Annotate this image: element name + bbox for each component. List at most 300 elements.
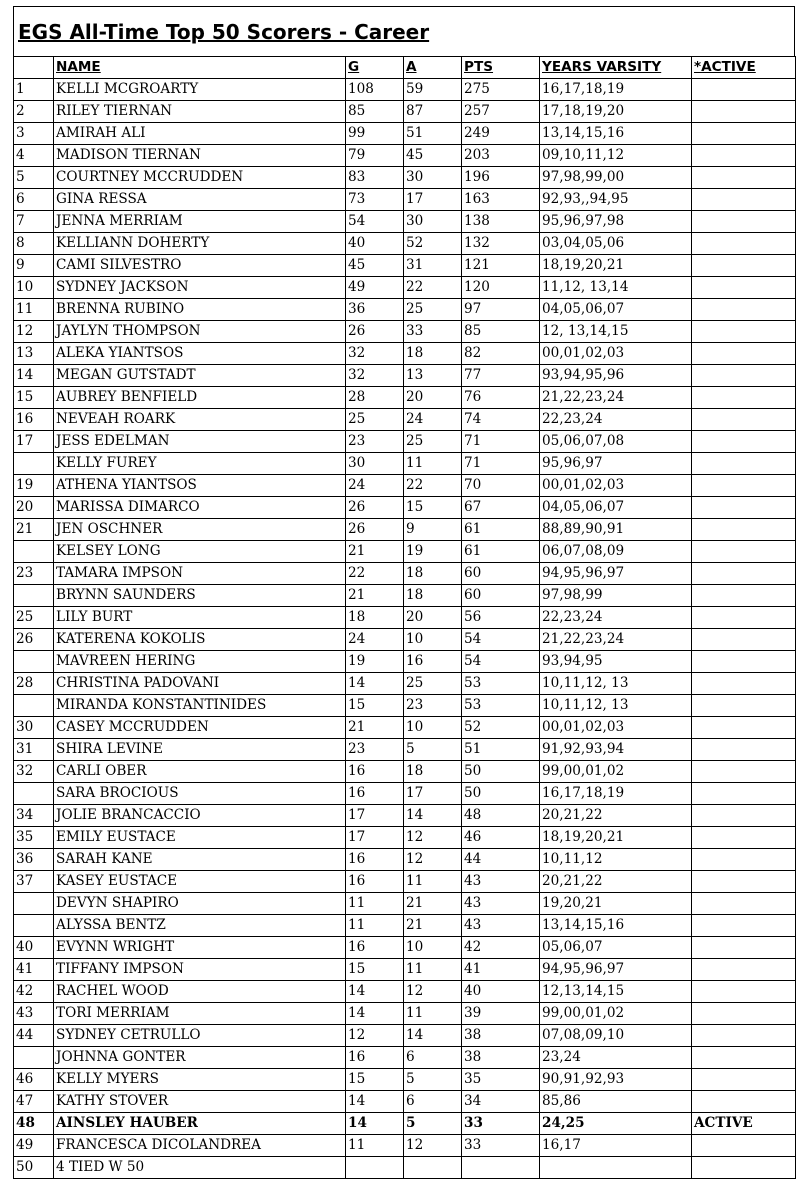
active-cell — [692, 79, 796, 101]
table-row — [14, 1069, 796, 1091]
points-cell: 34 — [462, 1091, 540, 1113]
points-cell: 138 — [462, 211, 540, 233]
points-cell: 61 — [462, 541, 540, 563]
title-cell — [13, 6, 795, 56]
assists-cell: 11 — [404, 453, 462, 475]
points-cell: 53 — [462, 695, 540, 717]
points-cell: 56 — [462, 607, 540, 629]
points-cell: 38 — [462, 1047, 540, 1069]
years-cell: 17,18,19,20 — [540, 101, 692, 123]
table-row — [14, 1003, 796, 1025]
years-cell: 94,95,96,97 — [540, 563, 692, 585]
rank-cell: 25 — [14, 607, 54, 629]
name-cell: AMIRAH ALI — [54, 123, 346, 145]
assists-cell: 10 — [404, 937, 462, 959]
rank-cell: 11 — [14, 299, 54, 321]
points-cell: 60 — [462, 563, 540, 585]
table-row — [14, 959, 796, 981]
points-cell: 163 — [462, 189, 540, 211]
table-row — [14, 189, 796, 211]
rank-cell: 26 — [14, 629, 54, 651]
assists-cell: 31 — [404, 255, 462, 277]
assists-cell — [404, 1157, 462, 1179]
years-cell: 85,86 — [540, 1091, 692, 1113]
active-cell — [692, 343, 796, 365]
goals-cell: 16 — [346, 761, 404, 783]
active-cell — [692, 211, 796, 233]
table-row — [14, 893, 796, 915]
goals-cell: 17 — [346, 827, 404, 849]
active-header: *ACTIVE — [692, 57, 796, 79]
name-cell: EVYNN WRIGHT — [54, 937, 346, 959]
name-cell: JENNA MERRIAM — [54, 211, 346, 233]
years-cell: 03,04,05,06 — [540, 233, 692, 255]
table-row — [14, 585, 796, 607]
name-cell: JOHNNA GONTER — [54, 1047, 346, 1069]
points-cell: 41 — [462, 959, 540, 981]
points-cell: 42 — [462, 937, 540, 959]
goals-cell: 11 — [346, 915, 404, 937]
goals-cell: 23 — [346, 431, 404, 453]
assists-cell: 6 — [404, 1091, 462, 1113]
table-row — [14, 145, 796, 167]
years-cell: 12,13,14,15 — [540, 981, 692, 1003]
assists-cell: 22 — [404, 475, 462, 497]
years-cell: 16,17,18,19 — [540, 783, 692, 805]
assists-cell: 51 — [404, 123, 462, 145]
active-cell — [692, 453, 796, 475]
goals-cell: 16 — [346, 783, 404, 805]
active-cell — [692, 937, 796, 959]
active-cell — [692, 387, 796, 409]
assists-cell: 33 — [404, 321, 462, 343]
years-cell: 05,06,07,08 — [540, 431, 692, 453]
goals-cell: 85 — [346, 101, 404, 123]
sheet-title: EGS All-Time Top 50 Scorers - Career — [18, 19, 430, 44]
name-cell: KATERENA KOKOLIS — [54, 629, 346, 651]
rank-cell: 8 — [14, 233, 54, 255]
years-cell: 88,89,90,91 — [540, 519, 692, 541]
goals-cell: 11 — [346, 1135, 404, 1157]
name-cell: TORI MERRIAM — [54, 1003, 346, 1025]
assists-cell: 16 — [404, 651, 462, 673]
table-row — [14, 871, 796, 893]
name-cell: LILY BURT — [54, 607, 346, 629]
goals-cell: 12 — [346, 1025, 404, 1047]
table-row — [14, 211, 796, 233]
years-cell: 22,23,24 — [540, 409, 692, 431]
active-cell — [692, 981, 796, 1003]
rank-cell: 10 — [14, 277, 54, 299]
name-cell: AUBREY BENFIELD — [54, 387, 346, 409]
goals-cell: 21 — [346, 541, 404, 563]
points-cell: 33 — [462, 1135, 540, 1157]
rank-cell: 31 — [14, 739, 54, 761]
goals-cell: 16 — [346, 871, 404, 893]
points-cell: 48 — [462, 805, 540, 827]
rank-cell — [14, 893, 54, 915]
name-cell: ALYSSA BENTZ — [54, 915, 346, 937]
name-cell: KELLIANN DOHERTY — [54, 233, 346, 255]
years-cell: 10,11,12, 13 — [540, 673, 692, 695]
assists-cell: 20 — [404, 387, 462, 409]
years-cell: 97,98,99,00 — [540, 167, 692, 189]
table-row — [14, 783, 796, 805]
table-row — [14, 761, 796, 783]
active-cell — [692, 717, 796, 739]
name-cell: KELLY MYERS — [54, 1069, 346, 1091]
years-cell: 95,96,97 — [540, 453, 692, 475]
active-cell — [692, 365, 796, 387]
active-cell — [692, 1091, 796, 1113]
goals-cell: 17 — [346, 805, 404, 827]
years-cell: 04,05,06,07 — [540, 497, 692, 519]
goals-cell: 99 — [346, 123, 404, 145]
name-cell: SHIRA LEVINE — [54, 739, 346, 761]
table-row — [14, 651, 796, 673]
table-row — [14, 673, 796, 695]
table-row — [14, 915, 796, 937]
points-cell: 50 — [462, 761, 540, 783]
points-cell: 249 — [462, 123, 540, 145]
active-cell — [692, 541, 796, 563]
rank-cell: 1 — [14, 79, 54, 101]
active-cell — [692, 585, 796, 607]
assists-cell: 87 — [404, 101, 462, 123]
active-cell — [692, 849, 796, 871]
years-cell: 04,05,06,07 — [540, 299, 692, 321]
points-cell: 40 — [462, 981, 540, 1003]
active-cell — [692, 475, 796, 497]
rank-cell — [14, 1047, 54, 1069]
goals-cell — [346, 1157, 404, 1179]
years-cell: 07,08,09,10 — [540, 1025, 692, 1047]
rank-cell: 34 — [14, 805, 54, 827]
scorers-table — [13, 56, 796, 1179]
table-row — [14, 607, 796, 629]
table-row — [14, 101, 796, 123]
goals-cell: 83 — [346, 167, 404, 189]
table-row — [14, 563, 796, 585]
goals-cell: 14 — [346, 1091, 404, 1113]
assists-cell: 12 — [404, 827, 462, 849]
assists-cell: 18 — [404, 563, 462, 585]
points-cell: 50 — [462, 783, 540, 805]
points-cell: 53 — [462, 673, 540, 695]
years-cell: 16,17 — [540, 1135, 692, 1157]
name-cell: CARLI OBER — [54, 761, 346, 783]
name-cell: CHRISTINA PADOVANI — [54, 673, 346, 695]
name-cell: EMILY EUSTACE — [54, 827, 346, 849]
years-cell: 21,22,23,24 — [540, 387, 692, 409]
rank-cell: 50 — [14, 1157, 54, 1179]
name-cell: MAVREEN HERING — [54, 651, 346, 673]
goals-cell: 24 — [346, 475, 404, 497]
table-row — [14, 1135, 796, 1157]
name-cell: MADISON TIERNAN — [54, 145, 346, 167]
assists-cell: 21 — [404, 915, 462, 937]
goals-cell: 14 — [346, 981, 404, 1003]
table-row — [14, 431, 796, 453]
rank-cell: 42 — [14, 981, 54, 1003]
goals-cell: 14 — [346, 1113, 404, 1135]
name-cell: BRENNA RUBINO — [54, 299, 346, 321]
points-cell: 85 — [462, 321, 540, 343]
active-cell — [692, 101, 796, 123]
points-cell: 46 — [462, 827, 540, 849]
table-row — [14, 321, 796, 343]
name-cell: BRYNN SAUNDERS — [54, 585, 346, 607]
years-cell: 91,92,93,94 — [540, 739, 692, 761]
points-cell: 61 — [462, 519, 540, 541]
goals-cell: 26 — [346, 497, 404, 519]
table-row — [14, 453, 796, 475]
assists-cell: 17 — [404, 783, 462, 805]
active-cell — [692, 651, 796, 673]
years-cell: 24,25 — [540, 1113, 692, 1135]
name-cell: JEN OSCHNER — [54, 519, 346, 541]
active-cell — [692, 827, 796, 849]
points-header: PTS — [462, 57, 540, 79]
active-cell — [692, 607, 796, 629]
active-cell — [692, 1047, 796, 1069]
points-cell: 203 — [462, 145, 540, 167]
goals-cell: 23 — [346, 739, 404, 761]
rank-cell: 9 — [14, 255, 54, 277]
points-cell: 60 — [462, 585, 540, 607]
active-cell — [692, 673, 796, 695]
rank-cell — [14, 453, 54, 475]
years-cell: 06,07,08,09 — [540, 541, 692, 563]
rank-cell: 14 — [14, 365, 54, 387]
years-cell — [540, 1157, 692, 1179]
active-cell — [692, 277, 796, 299]
points-cell — [462, 1157, 540, 1179]
points-cell: 43 — [462, 893, 540, 915]
years-cell: 20,21,22 — [540, 805, 692, 827]
active-cell — [692, 563, 796, 585]
years-cell: 94,95,96,97 — [540, 959, 692, 981]
rank-cell: 16 — [14, 409, 54, 431]
active-cell — [692, 915, 796, 937]
assists-cell: 20 — [404, 607, 462, 629]
rank-cell: 46 — [14, 1069, 54, 1091]
active-cell — [692, 695, 796, 717]
name-cell: COURTNEY MCCRUDDEN — [54, 167, 346, 189]
points-cell: 120 — [462, 277, 540, 299]
rank-cell: 47 — [14, 1091, 54, 1113]
points-cell: 52 — [462, 717, 540, 739]
table-row — [14, 827, 796, 849]
table-row — [14, 541, 796, 563]
points-cell: 97 — [462, 299, 540, 321]
active-cell — [692, 805, 796, 827]
years-cell: 99,00,01,02 — [540, 761, 692, 783]
assists-cell: 5 — [404, 1069, 462, 1091]
rank-cell: 19 — [14, 475, 54, 497]
active-cell — [692, 629, 796, 651]
assists-cell: 11 — [404, 871, 462, 893]
goals-cell: 18 — [346, 607, 404, 629]
assists-cell: 10 — [404, 717, 462, 739]
name-cell: NEVEAH ROARK — [54, 409, 346, 431]
points-cell: 275 — [462, 79, 540, 101]
goals-cell: 32 — [346, 343, 404, 365]
name-cell: MEGAN GUTSTADT — [54, 365, 346, 387]
name-cell: JOLIE BRANCACCIO — [54, 805, 346, 827]
name-cell: MARISSA DIMARCO — [54, 497, 346, 519]
rank-cell — [14, 695, 54, 717]
points-cell: 38 — [462, 1025, 540, 1047]
name-cell: CAMI SILVESTRO — [54, 255, 346, 277]
goals-cell: 73 — [346, 189, 404, 211]
active-cell — [692, 255, 796, 277]
years-cell: 95,96,97,98 — [540, 211, 692, 233]
goals-cell: 49 — [346, 277, 404, 299]
points-cell: 121 — [462, 255, 540, 277]
name-cell: ALEKA YIANTSOS — [54, 343, 346, 365]
assists-cell: 21 — [404, 893, 462, 915]
assists-cell: 52 — [404, 233, 462, 255]
years-cell: 93,94,95 — [540, 651, 692, 673]
name-cell: SARAH KANE — [54, 849, 346, 871]
years-cell: 10,11,12, 13 — [540, 695, 692, 717]
active-cell — [692, 783, 796, 805]
active-cell — [692, 1135, 796, 1157]
rank-header — [14, 57, 54, 79]
goals-cell: 30 — [346, 453, 404, 475]
table-row — [14, 123, 796, 145]
goals-cell: 21 — [346, 585, 404, 607]
table-row — [14, 629, 796, 651]
goals-cell: 14 — [346, 673, 404, 695]
rank-cell: 49 — [14, 1135, 54, 1157]
name-header: NAME — [54, 57, 346, 79]
name-cell: DEVYN SHAPIRO — [54, 893, 346, 915]
years-cell: 09,10,11,12 — [540, 145, 692, 167]
table-row — [14, 937, 796, 959]
name-cell: JAYLYN THOMPSON — [54, 321, 346, 343]
table-row — [14, 299, 796, 321]
rank-cell — [14, 915, 54, 937]
rank-cell: 44 — [14, 1025, 54, 1047]
years-cell: 92,93,,94,95 — [540, 189, 692, 211]
points-cell: 54 — [462, 629, 540, 651]
active-cell — [692, 189, 796, 211]
active-cell — [692, 761, 796, 783]
assists-cell: 12 — [404, 1135, 462, 1157]
assists-cell: 59 — [404, 79, 462, 101]
assists-cell: 25 — [404, 431, 462, 453]
table-row — [14, 805, 796, 827]
rank-cell: 5 — [14, 167, 54, 189]
assists-cell: 9 — [404, 519, 462, 541]
rank-cell: 13 — [14, 343, 54, 365]
rank-cell: 12 — [14, 321, 54, 343]
years-cell: 97,98,99 — [540, 585, 692, 607]
active-cell — [692, 519, 796, 541]
name-cell: FRANCESCA DICOLANDREA — [54, 1135, 346, 1157]
rank-cell: 6 — [14, 189, 54, 211]
years-header: YEARS VARSITY — [540, 57, 692, 79]
goals-cell: 16 — [346, 849, 404, 871]
points-cell: 43 — [462, 871, 540, 893]
years-cell: 05,06,07 — [540, 937, 692, 959]
table-row — [14, 1091, 796, 1113]
assists-cell: 30 — [404, 211, 462, 233]
assists-cell: 12 — [404, 981, 462, 1003]
table-row — [14, 981, 796, 1003]
name-cell: KELLY FUREY — [54, 453, 346, 475]
rank-cell: 35 — [14, 827, 54, 849]
name-cell: MIRANDA KONSTANTINIDES — [54, 695, 346, 717]
rank-cell — [14, 541, 54, 563]
points-cell: 39 — [462, 1003, 540, 1025]
table-row — [14, 365, 796, 387]
name-cell: TAMARA IMPSON — [54, 563, 346, 585]
goals-header: G — [346, 57, 404, 79]
assists-cell: 18 — [404, 343, 462, 365]
points-cell: 257 — [462, 101, 540, 123]
active-cell — [692, 1025, 796, 1047]
goals-cell: 15 — [346, 1069, 404, 1091]
years-cell: 12, 13,14,15 — [540, 321, 692, 343]
rank-cell: 20 — [14, 497, 54, 519]
points-cell: 82 — [462, 343, 540, 365]
goals-cell: 28 — [346, 387, 404, 409]
years-cell: 00,01,02,03 — [540, 475, 692, 497]
rank-cell — [14, 585, 54, 607]
assists-cell: 17 — [404, 189, 462, 211]
goals-cell: 15 — [346, 959, 404, 981]
assists-cell: 25 — [404, 673, 462, 695]
goals-cell: 26 — [346, 321, 404, 343]
rank-cell: 15 — [14, 387, 54, 409]
active-cell — [692, 167, 796, 189]
active-cell — [692, 321, 796, 343]
goals-cell: 19 — [346, 651, 404, 673]
active-cell — [692, 1003, 796, 1025]
table-row — [14, 717, 796, 739]
name-cell: KELSEY LONG — [54, 541, 346, 563]
rank-cell: 4 — [14, 145, 54, 167]
name-cell: GINA RESSA — [54, 189, 346, 211]
rank-cell: 3 — [14, 123, 54, 145]
years-cell: 18,19,20,21 — [540, 827, 692, 849]
goals-cell: 24 — [346, 629, 404, 651]
table-row — [14, 387, 796, 409]
goals-cell: 16 — [346, 1047, 404, 1069]
table-row — [14, 849, 796, 871]
rank-cell: 21 — [14, 519, 54, 541]
years-cell: 21,22,23,24 — [540, 629, 692, 651]
goals-cell: 16 — [346, 937, 404, 959]
points-cell: 44 — [462, 849, 540, 871]
years-cell: 23,24 — [540, 1047, 692, 1069]
points-cell: 35 — [462, 1069, 540, 1091]
points-cell: 76 — [462, 387, 540, 409]
goals-cell: 79 — [346, 145, 404, 167]
table-row — [14, 343, 796, 365]
table-row — [14, 1025, 796, 1047]
points-cell: 54 — [462, 651, 540, 673]
assists-header: A — [404, 57, 462, 79]
table-row — [14, 475, 796, 497]
table-row — [14, 167, 796, 189]
active-cell — [692, 145, 796, 167]
goals-cell: 40 — [346, 233, 404, 255]
rank-cell — [14, 651, 54, 673]
